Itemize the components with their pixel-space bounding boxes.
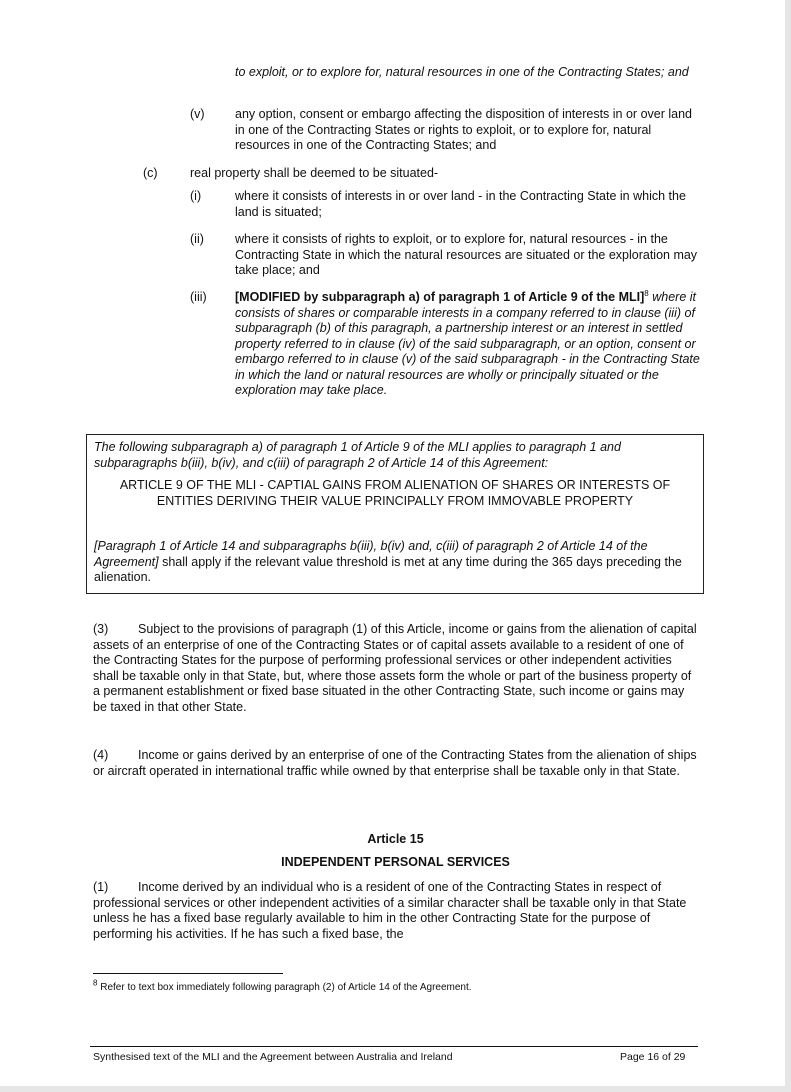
footer-title: Synthesised text of the MLI and the Agreement between Australia and Ireland (93, 1051, 453, 1063)
textbox-body-italic: [Paragraph 1 of Article 14 and subparagraphs b(iii), b(iv) and, c(iii) of paragraph 2 of Article 14 of the Agreement] (94, 539, 648, 569)
item-mark-iii: (iii) (190, 290, 207, 304)
item-mark-c: (c) (143, 166, 158, 180)
paragraph-4-num: (4) (93, 748, 109, 762)
paragraph-3-text: Subject to the provisions of paragraph (1) of this Article, income or gains from the alienation of capital assets of an enterprise of one of the Contracting States or of capital assets available to a resident of one of the Contracting States for the purpose of performing professional services or other independent activities shall be taxable only in that State, but, where those assets form the whole or part of the business property of a permanent establishment or fixed base situated in the other Contracting State, such income or gains may be taxed in that other State. (93, 622, 697, 714)
footnote-text: Refer to text box immediately following paragraph (2) of Article 14 of the Agreement. (97, 982, 472, 993)
item-text-iii (235, 290, 705, 399)
footnote (93, 978, 472, 994)
textbox-intro: The following subparagraph a) of paragraph 1 of Article 9 of the MLI applies to paragraph 1 and subparagraphs b(iii), b(iv), and c(iii) of paragraph 2 of Article 14 of this Agreement: (94, 440, 621, 470)
footnote-rule (93, 973, 283, 974)
footer-rule (90, 1046, 698, 1047)
paragraph-4 (93, 748, 698, 779)
mli-text-box (86, 434, 704, 594)
paragraph-4-text: Income or gains derived by an enterprise of one of the Contracting States from the alienation of ships or aircraft operated in international traffic while owned by that enterprise shall be taxable only in that State. (93, 748, 697, 778)
textbox-body-rest: shall apply if the relevant value threshold is met at any time during the 365 days preceding the alienation. (94, 554, 682, 584)
paragraph-3 (93, 622, 698, 715)
page-bottom-edge (0, 1086, 791, 1092)
item-mark-i: (i) (190, 189, 202, 203)
item-text-ii: where it consists of rights to exploit, or to explore for, natural resources - in the Contracting State in which the natural resources are situated or the exploration may take place; and (235, 232, 698, 277)
item-mark-ii: (ii) (190, 232, 204, 246)
article-15-para-num: (1) (93, 880, 109, 894)
item-text-v: any option, consent or embargo affecting the disposition of interests in or over land in one of the Contracting States or rights to exploit, or to explore for, natural resources in one of the Contracting States; and (235, 107, 692, 152)
textbox-heading: ARTICLE 9 OF THE MLI - CAPTIAL GAINS FROM ALIENATION OF SHARES OR INTERESTS OF ENTITIES DERIVING THEIR VALUE PRINCIPALLY FROM IMMOVABLE PROPERTY (119, 478, 671, 508)
item-text-c: real property shall be deemed to be situated- (190, 166, 439, 180)
article-15-paragraph-1 (93, 880, 698, 942)
item-text-i: where it consists of interests in or over land - in the Contracting State in which the land is situated; (235, 189, 686, 219)
page-number: Page 16 of 29 (620, 1051, 686, 1063)
item-iii-body: where it consists of shares or comparable interests in a company referred to in clause (iii) of subparagraph (b) of this paragraph, a partnership interest or an interest in settled property referred to in clause (iv) of the said subparagraph, or an option, consent or embargo referred to in clause (v) of the said subparagraph - in the Contracting State in which the land or natural resources are wholly or principally situated or the exploration may take place. (235, 290, 700, 397)
article-15-para-text: Income derived by an individual who is a resident of one of the Contracting States in respect of professional services or other independent activities of a similar character shall be taxable only in that State unless he has a fixed base regularly available to him in the other Contracting State for the purpose of performing his activities. If he has such a fixed base, the (93, 880, 687, 941)
modified-note: [MODIFIED by subparagraph a) of paragraph 1 of Article 9 of the MLI] (235, 290, 645, 304)
top-fragment: to exploit, or to explore for, natural resources in one of the Contracting States; and (235, 65, 689, 79)
textbox-body (94, 539, 696, 586)
paragraph-3-num: (3) (93, 622, 109, 636)
item-mark-v: (v) (190, 107, 205, 121)
article-number: Article 15 (367, 832, 424, 846)
footnote-ref: 8 (644, 288, 649, 298)
footnote-num: 8 (93, 978, 98, 988)
article-title: INDEPENDENT PERSONAL SERVICES (281, 855, 510, 869)
page-edge (785, 0, 791, 1092)
